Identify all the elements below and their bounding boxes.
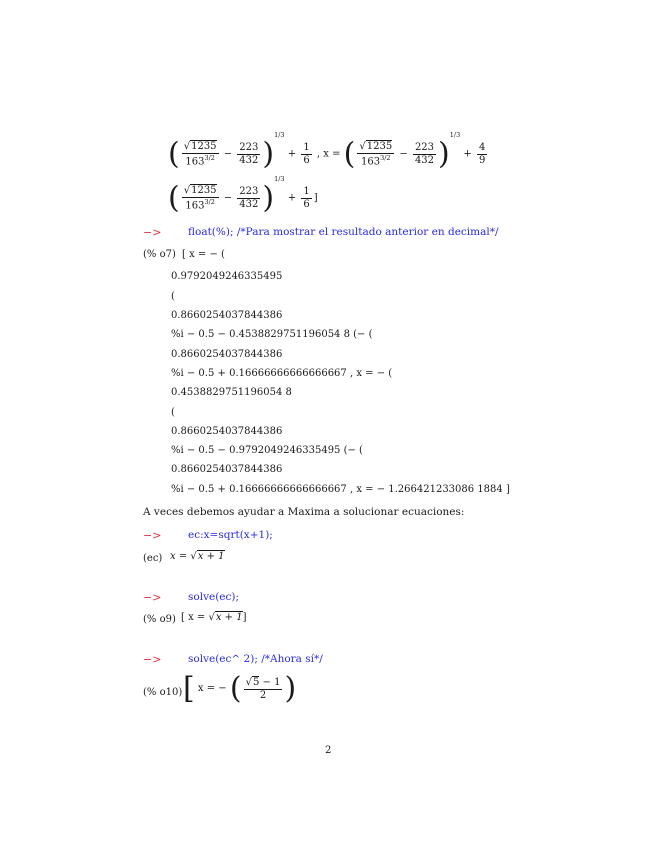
output-ec: x = √x + 1 [170, 551, 225, 562]
output-o10: [ x = − ( $\frac{√5 - 1}{2}$ ) [183, 671, 297, 706]
o7-line-6: 0.4538829751196054 8 [171, 387, 292, 398]
output-o9: [ x = √x + 1] [181, 612, 247, 623]
output-label-ec: (ec) [143, 553, 163, 564]
input-prompt: −> [143, 653, 162, 666]
paragraph-text: A veces debemos ayudar a Maxima a solucionar ecuaciones: [143, 506, 465, 518]
fraction-1-over-6: $\frac{1}{6}$ [303, 142, 310, 166]
maxima-command-ec: ec:x=sqrt(x+1); [188, 529, 273, 541]
input-prompt: −> [143, 529, 162, 542]
formula-line-1: ( $\frac{√1235}{163^{3/2}}$ − $\frac{223}{432}$ )$^{1/3}$ + $\frac{1}{6}$ , x = ( $\frac{√1235}{163^{3/2}}$ − $\frac{223}{432}$ )$^{1/3}$ + $\frac{4}{9}$ [168, 131, 486, 172]
page-number: 2 [325, 745, 332, 756]
output-label-o10: (% o10) [143, 687, 183, 698]
output-o7-start: [ x = − ( [182, 249, 225, 260]
paren-open: ( [168, 136, 180, 172]
input-prompt: −> [143, 226, 162, 239]
o7-line-10: 0.8660254037844386 [171, 464, 283, 475]
o7-line-8: 0.8660254037844386 [171, 426, 283, 437]
fraction-sqrt5-minus-1-over-2: $\frac{√5 - 1}{2}$ [245, 676, 281, 701]
maxima-command-solve-squared: solve(ec^ 2); /*Ahora sí*/ [188, 653, 323, 665]
fraction-223-over-432-b: $\frac{223}{432}$ [414, 142, 435, 166]
fraction-sqrt1235-over-163: $\frac{√1235}{163^{3/2}}$ [183, 140, 217, 168]
o7-line-1: ( [171, 291, 175, 302]
maxima-command-float: float(%); /*Para mostrar el resultado anterior en decimal*/ [188, 226, 499, 238]
o7-line-2: 0.8660254037844386 [171, 310, 283, 321]
output-label-o7: (% o7) [143, 249, 176, 260]
fraction-223-over-432: $\frac{223}{432}$ [239, 142, 259, 166]
input-prompt: −> [143, 591, 162, 604]
o7-line-5: %i − 0.5 + 0.16666666666666667 , x = − ( [171, 368, 393, 379]
o7-line-9: %i − 0.5 − 0.9792049246335495 (− ( [171, 445, 363, 456]
maxima-command-solve: solve(ec); [188, 591, 240, 603]
fraction-sqrt1235-over-163-b: $\frac{√1235}{163^{3/2}}$ [359, 140, 393, 168]
o7-line-7: ( [171, 407, 175, 418]
output-label-o9: (% o9) [143, 614, 176, 625]
o7-line-4: 0.8660254037844386 [171, 349, 283, 360]
formula-line-2: ( $\frac{√1235}{163^{3/2}}$ − $\frac{223}{432}$ )$^{1/3}$ + $\frac{1}{6}$ ] [168, 175, 318, 216]
o7-line-3: %i − 0.5 − 0.4538829751196054 8 (− ( [171, 329, 373, 340]
o7-line-11: %i − 0.5 + 0.16666666666666667 , x = − 1.266421233086 1884 ] [171, 484, 510, 495]
o7-line-0: 0.9792049246335495 [171, 271, 283, 282]
fraction-4-over-9: $\frac{4}{9}$ [478, 142, 486, 166]
